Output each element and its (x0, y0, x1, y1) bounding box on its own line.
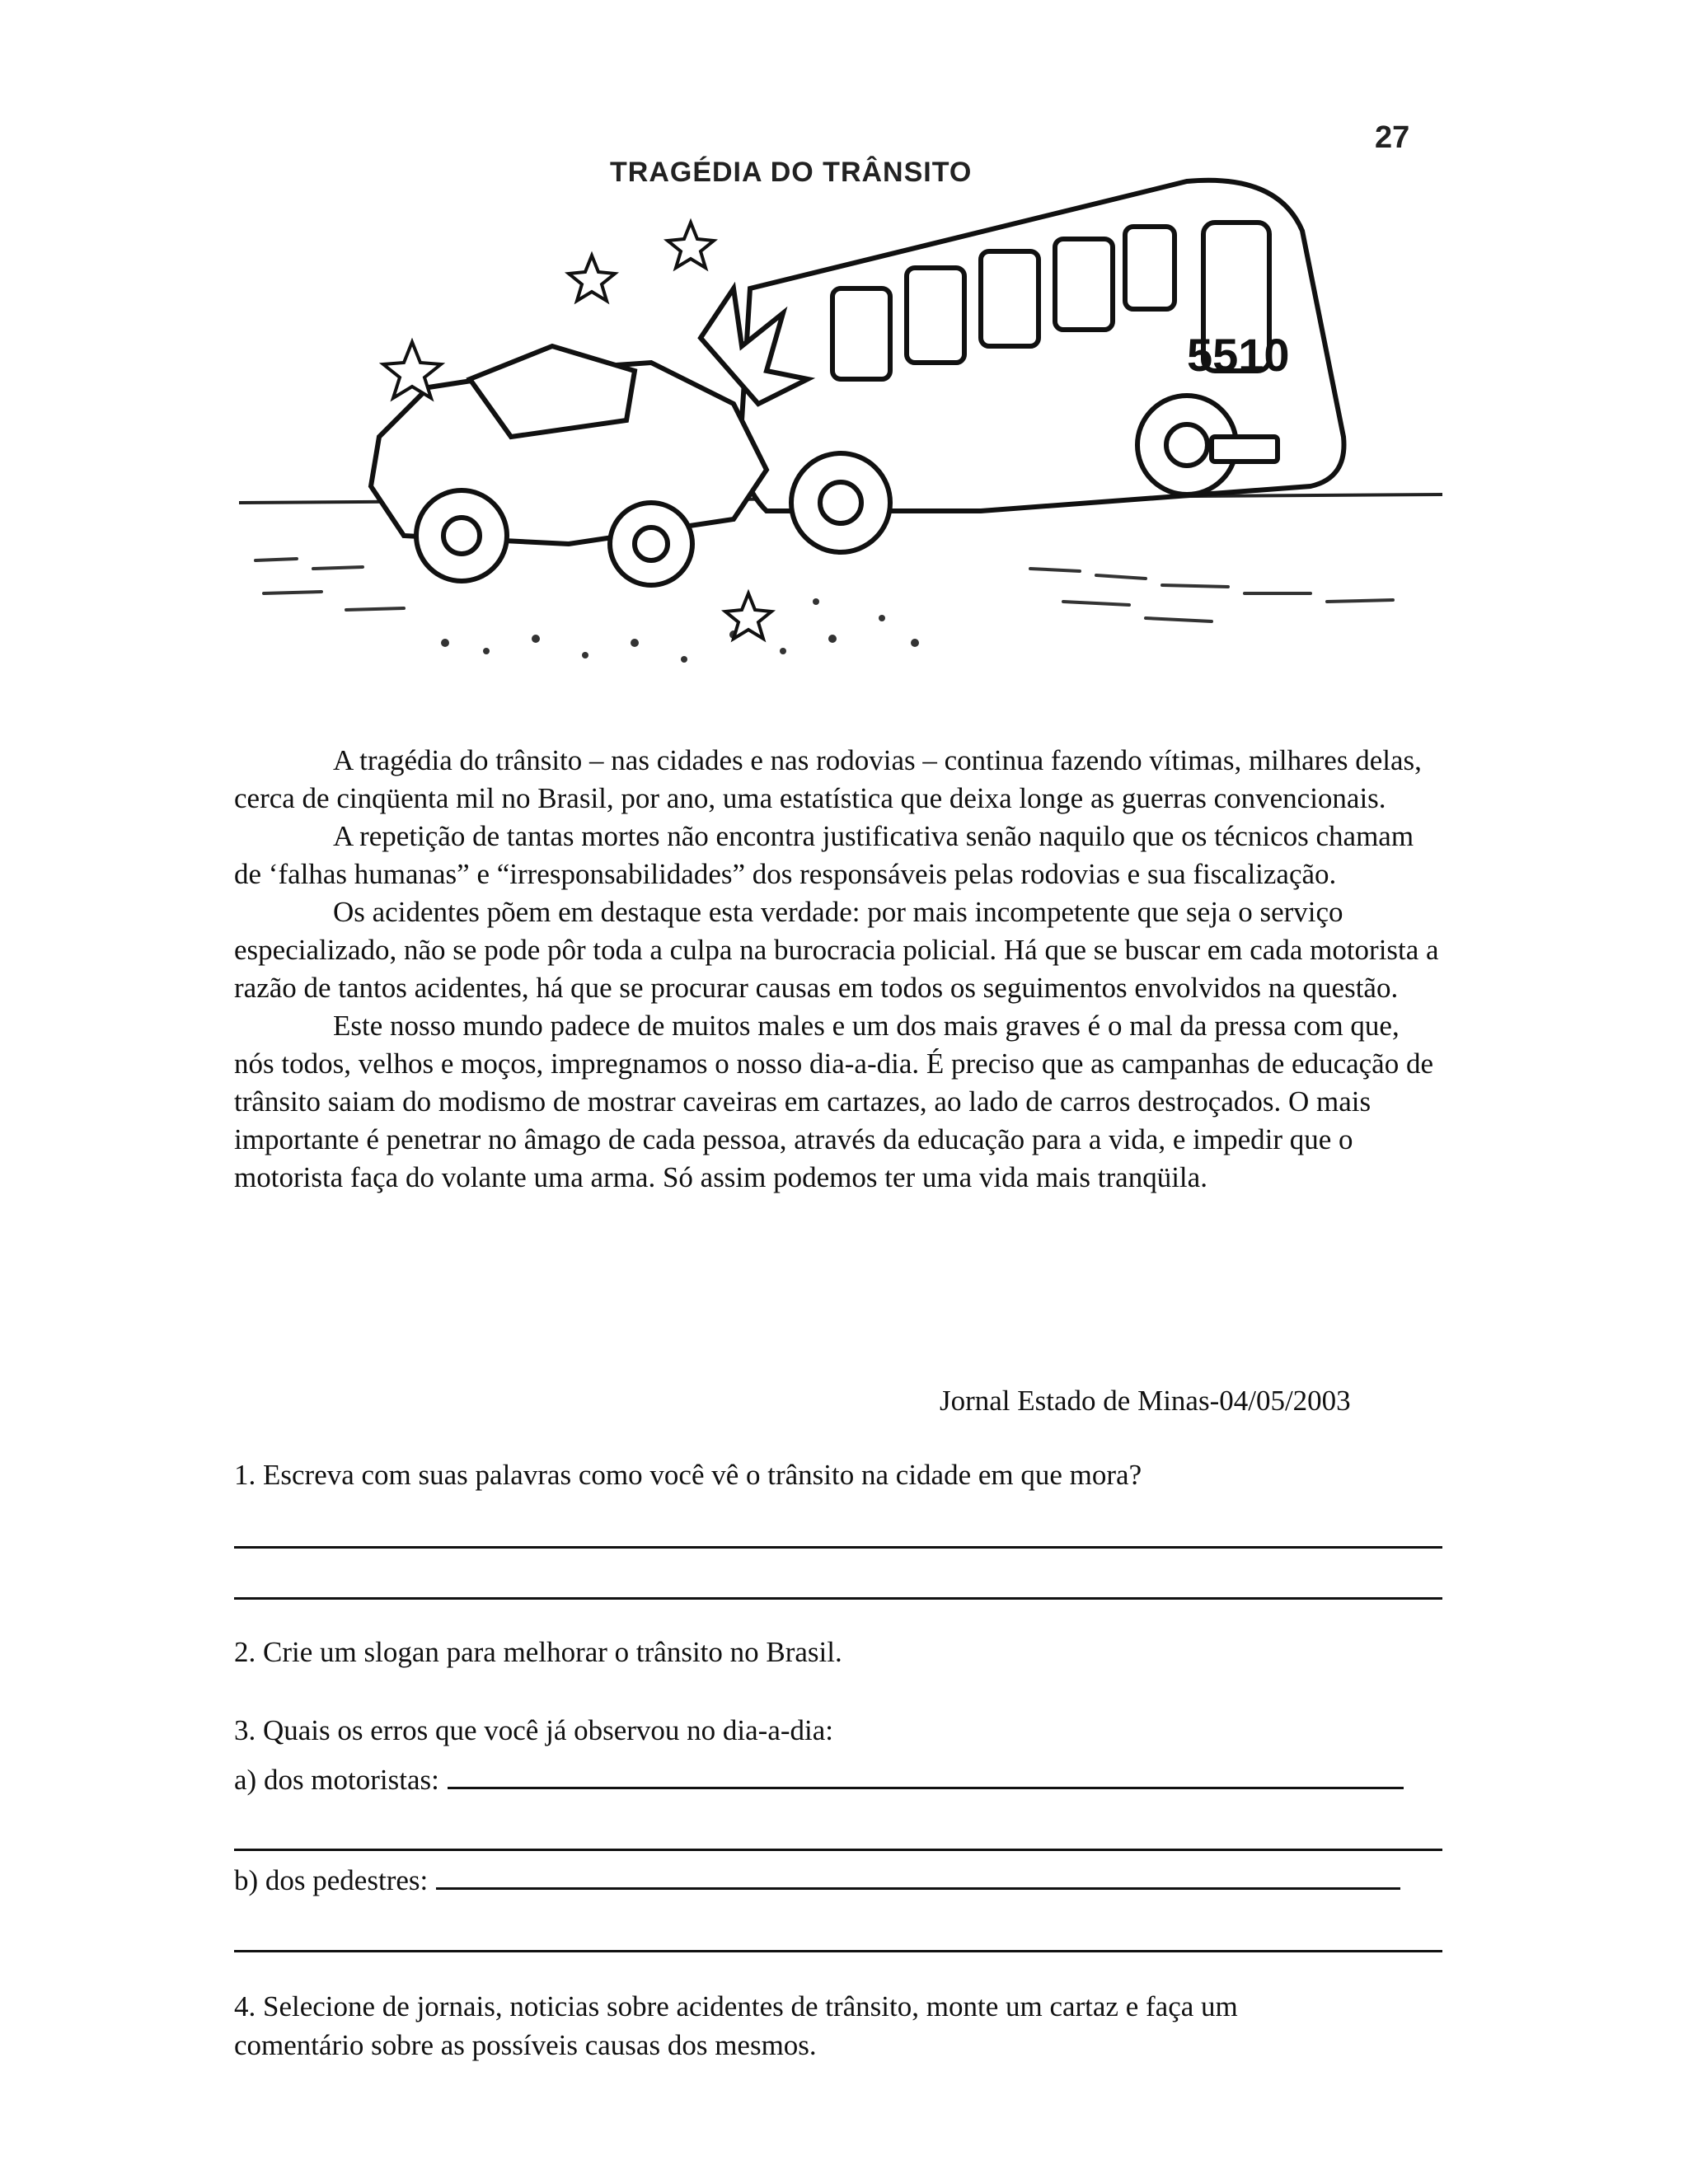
crash-illustration (239, 124, 1442, 684)
road-dashes (256, 559, 1393, 621)
question-3a-label: a) dos motoristas: (234, 1764, 439, 1796)
debris (441, 598, 919, 663)
article-paragraph: Este nosso mundo padece de muitos males e um dos mais graves é o mal da pressa com que, nós todos, velhos e moços, impregnamos o nosso dia-a-dia. É preciso que as campanhas de educação de trânsito saiam do modismo de mostrar caveiras em cartazes, ao lado de carros destroçados. O mais importante é penetrar no âmago de cada pessoa, através da educação para a vida, e impedir que o motorista faça do volante uma arma. Só assim podemos ter uma vida mais tranqüila. (234, 1010, 1433, 1193)
question-4-line-1: 4. Selecione de jornais, noticias sobre acidentes de trânsito, monte um cartaz e faça um (234, 1990, 1238, 2022)
article-source: Jornal Estado de Minas-04/05/2003 (940, 1385, 1351, 1417)
question-4-line-2: comentário sobre as possíveis causas dos mesmos. (234, 2029, 817, 2061)
article (234, 742, 1446, 1197)
page-number: 27 (1375, 120, 1410, 155)
question-1: 1. Escreva com suas palavras como você vê o trânsito na cidade em que mora? (234, 1459, 1142, 1491)
answer-line[interactable] (234, 1597, 1442, 1600)
question-3a (234, 1764, 1404, 1797)
answer-line[interactable] (234, 1546, 1442, 1549)
answer-line[interactable] (234, 1950, 1442, 1952)
answer-line[interactable] (436, 1886, 1400, 1890)
bus-number: 5510 (1187, 329, 1290, 381)
car (371, 346, 767, 585)
question-3: 3. Quais os erros que você já observou no dia-a-dia: (234, 1714, 834, 1746)
article-paragraph: A repetição de tantas mortes não encontra justificativa senão naquilo que os técnicos chamam de ‘falhas humanas” e “irresponsabilidades” dos responsáveis pelas rodovias e sua fiscalização. (234, 820, 1414, 890)
question-2: 2. Crie um slogan para melhorar o trânsito no Brasil. (234, 1636, 842, 1668)
question-3b (234, 1864, 1400, 1897)
answer-line[interactable] (234, 1849, 1442, 1851)
article-paragraph: Os acidentes põem em destaque esta verdade: por mais incompetente que seja o serviço especializado, não se pode pôr toda a culpa na burocracia policial. Há que se buscar em cada motorista a razão de tantos acidentes, há que se procurar causas em todos os seguimentos envolvidos na questão. (234, 896, 1439, 1004)
answer-line[interactable] (448, 1786, 1404, 1789)
article-paragraph: A tragédia do trânsito – nas cidades e nas rodovias – continua fazendo vítimas, milhares delas, cerca de cinqüenta mil no Brasil, por ano, uma estatística que deixa longe as guerras convencionais. (234, 744, 1422, 814)
illustration-title: TRAGÉDIA DO TRÂNSITO (610, 157, 973, 188)
question-3b-label: b) dos pedestres: (234, 1864, 429, 1896)
